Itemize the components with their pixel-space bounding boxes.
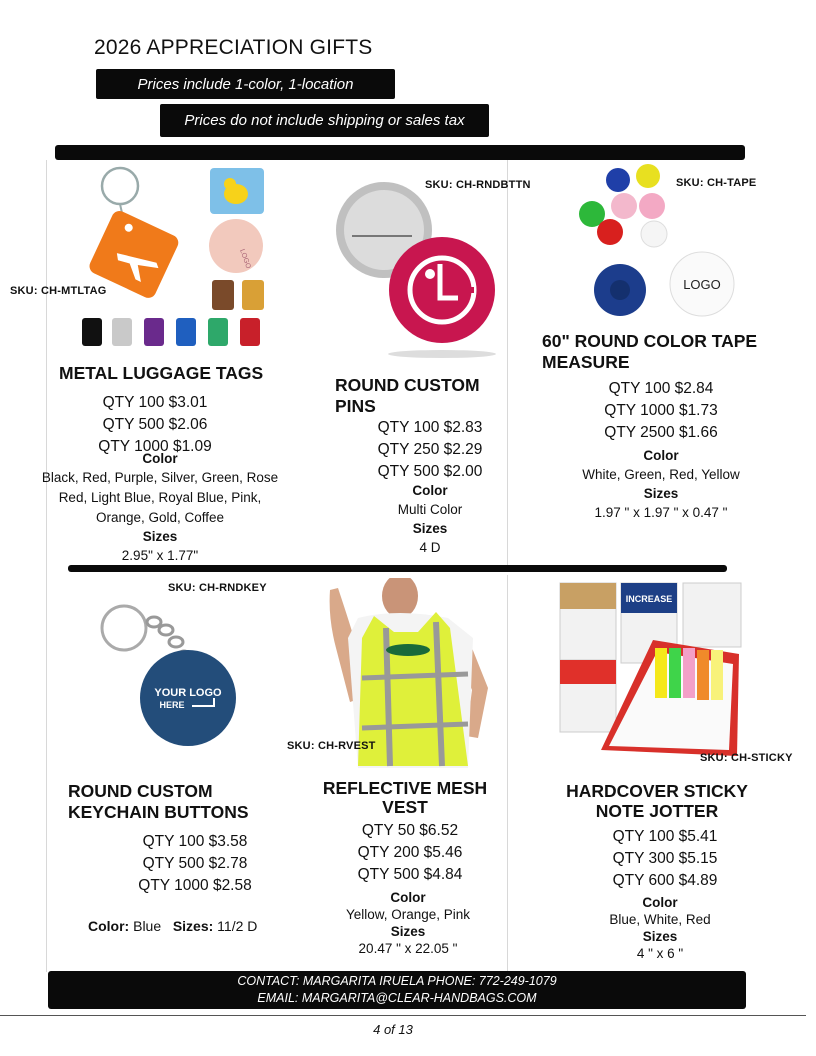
contact-footer (48, 971, 746, 1009)
keychain-image (96, 600, 246, 758)
sticky-price-1: QTY 100 $5.41 (612, 828, 718, 845)
keychain-price-3: QTY 1000 $2.58 (138, 877, 252, 894)
keychain-price-1: QTY 100 $3.58 (142, 833, 248, 850)
pins-sku: SKU: CH-RNDBTTN (425, 179, 531, 191)
pins-name (335, 375, 480, 417)
keychain-price-list (120, 831, 270, 897)
keychain-logo-line2: HERE (159, 700, 185, 710)
sticky-price-list (590, 826, 740, 892)
luggage-sizes: 2.95" x 1.77" (121, 548, 199, 563)
pins-sizes: 4 D (419, 540, 441, 555)
sticky-price-3: QTY 600 $4.89 (612, 872, 718, 889)
vest-color-label: Color (390, 890, 426, 905)
luggage-logo-text: LOGO (238, 248, 252, 270)
vest-price-1: QTY 50 $6.52 (361, 822, 459, 839)
vest-name (305, 779, 505, 817)
page-title: 2026 APPRECIATION GIFTS (94, 36, 373, 59)
luggage-price-list (80, 392, 230, 458)
luggage-sku: SKU: CH-MTLTAG (10, 285, 107, 297)
sticky-sizes-label: Sizes (642, 929, 678, 944)
keychain-color-label: Color: (88, 918, 130, 934)
keychain-logo-line1: YOUR LOGO (154, 687, 222, 699)
shipping-note-banner (160, 104, 489, 137)
pins-details (360, 482, 500, 558)
tape-name (542, 331, 757, 373)
pins-name-line2: PINS (335, 396, 376, 416)
header-divider (55, 145, 745, 160)
sticky-name-line2: NOTE JOTTER (595, 801, 719, 821)
pins-price-1: QTY 100 $2.83 (377, 419, 483, 436)
keychain-sku: SKU: CH-RNDKEY (168, 582, 267, 594)
vest-price-list (335, 820, 485, 886)
sticky-color: Blue, White, Red (609, 912, 711, 927)
vest-name-line1: REFLECTIVE MESH (322, 778, 488, 798)
price-note-banner (96, 69, 395, 99)
vest-sizes-label: Sizes (390, 924, 426, 939)
vest-name-line2: VEST (382, 797, 428, 817)
keychain-sizes: 11/2 D (217, 918, 258, 934)
vest-details (318, 889, 498, 957)
pins-price-list (360, 417, 500, 483)
pins-price-3: QTY 500 $2.00 (377, 463, 483, 480)
luggage-color-2: Red, Light Blue, Royal Blue, Pink, (58, 490, 262, 505)
keychain-name-line2: KEYCHAIN BUTTONS (68, 802, 249, 822)
sticky-logo-text: INCREASE (625, 594, 673, 604)
vest-color: Yellow, Orange, Pink (345, 907, 471, 922)
keychain-details (88, 916, 257, 936)
tape-name-line2: MEASURE (542, 352, 630, 372)
tape-sku: SKU: CH-TAPE (676, 177, 757, 189)
luggage-price-2: QTY 500 $2.06 (102, 416, 208, 433)
page-number: 4 of 13 (373, 1022, 413, 1037)
luggage-price-1: QTY 100 $3.01 (102, 394, 208, 411)
tape-price-1: QTY 100 $2.84 (608, 380, 714, 397)
luggage-color-label: Color (142, 451, 178, 466)
shipping-note-text: Prices do not include shipping or sales tax (184, 112, 465, 129)
pins-color: Multi Color (397, 502, 463, 517)
sticky-color-label: Color (642, 895, 678, 910)
pins-sizes-label: Sizes (412, 521, 448, 536)
contact-email-line: EMAIL: MARGARITA@CLEAR-HANDBAGS.COM (257, 991, 537, 1005)
pins-image (332, 178, 502, 368)
tape-price-list (586, 378, 736, 444)
keychain-name (68, 781, 249, 823)
price-note-text: Prices include 1-color, 1-location (137, 75, 354, 93)
middle-divider (68, 565, 727, 572)
luggage-tags-image (78, 164, 272, 354)
keychain-name-line1: ROUND CUSTOM (68, 781, 213, 801)
sticky-sizes: 4 " x 6 " (636, 946, 684, 961)
sticky-name (546, 781, 768, 821)
tape-color: White, Green, Red, Yellow (582, 467, 740, 482)
tape-sizes: 1.97 " x 1.97 " x 0.47 " (594, 505, 728, 520)
luggage-sizes-label: Sizes (142, 529, 178, 544)
vest-sizes: 20.47 " x 22.05 " (358, 941, 458, 956)
luggage-name: METAL LUGGAGE TAGS (59, 363, 264, 383)
luggage-price-3: QTY 1000 $1.09 (98, 438, 212, 455)
tape-price-3: QTY 2500 $1.66 (604, 424, 718, 441)
keychain-sizes-label: Sizes: (172, 918, 214, 934)
panel-border-left (46, 160, 47, 972)
sticky-jotter-image (557, 580, 747, 760)
vest-price-2: QTY 200 $5.46 (357, 844, 463, 861)
keychain-color: Blue (133, 918, 162, 934)
sticky-details (580, 894, 740, 962)
pins-price-2: QTY 250 $2.29 (377, 441, 483, 458)
tape-color-label: Color (643, 448, 679, 463)
tape-sizes-label: Sizes (643, 486, 679, 501)
keychain-price-2: QTY 500 $2.78 (142, 855, 248, 872)
tape-price-2: QTY 1000 $1.73 (604, 402, 718, 419)
luggage-details (20, 450, 300, 566)
pins-color-label: Color (412, 483, 448, 498)
sticky-name-line1: HARDCOVER STICKY (566, 781, 748, 801)
luggage-color-3: Orange, Gold, Coffee (95, 510, 225, 525)
page-bottom-rule (0, 1015, 806, 1016)
panel-border-mid (507, 160, 508, 570)
tape-logo-text: LOGO (683, 277, 721, 292)
sticky-price-2: QTY 300 $5.15 (612, 850, 718, 867)
panel-border-mid-lower (507, 575, 508, 971)
contact-phone-line: CONTACT: MARGARITA IRUELA PHONE: 772-249-1079 (237, 974, 557, 988)
pins-name-line1: ROUND CUSTOM (335, 375, 480, 395)
tape-name-line1: 60" ROUND COLOR TAPE (542, 331, 758, 351)
vest-sku: SKU: CH-RVEST (287, 740, 376, 752)
luggage-color-1: Black, Red, Purple, Silver, Green, Rose (41, 470, 279, 485)
sticky-sku: SKU: CH-STICKY (700, 752, 793, 764)
tape-details (546, 447, 776, 523)
vest-price-3: QTY 500 $4.84 (357, 866, 463, 883)
